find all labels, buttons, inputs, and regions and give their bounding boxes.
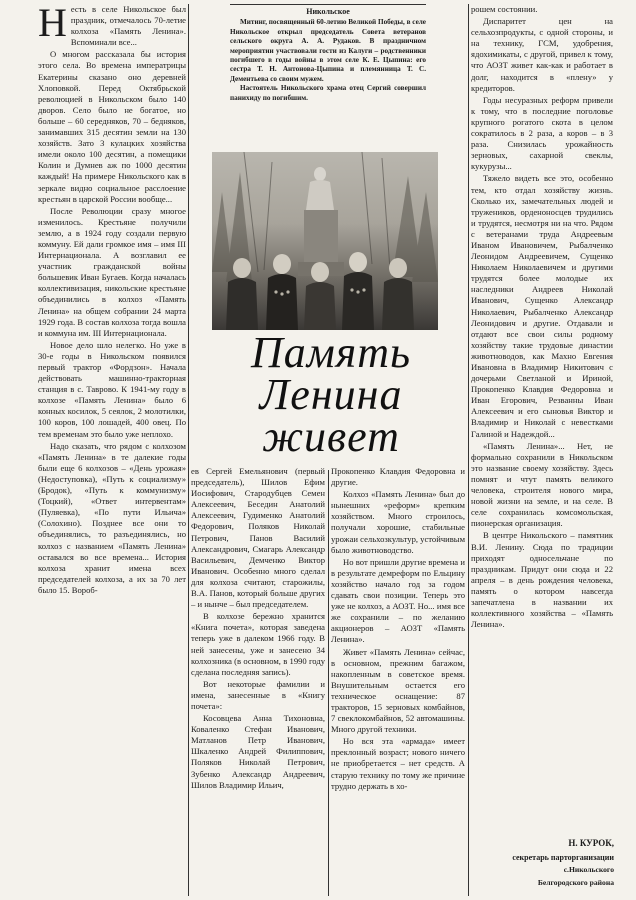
author-place: с.Никольского [563,865,614,874]
news-note-box [230,4,426,151]
article-paragraph: Диспаритет цен на сельхозпродукты, с одной стороны, и на технику, ГСМ, удобрения, ядохимикаты, с другой, привел к тому, что АОЗТ живет как-как и работает в долг, находится в «плену» у кредиторов. [471,16,613,93]
article-column-1 [38,4,186,894]
article-paragraph: Годы несуразных реформ привели к тому, что в последние поголовье крупного рогатого скота в целом сократилось в 2 раза, а коров – в 3 раза. Снизилась урожайность зерновых, сахарной свеклы, кукурузы... [471,94,613,172]
article-paragraph: Колхоз «Память Ленина» был до нынешних «реформ» крепким хозяйством. Много строилось, получали хорошие, стабильные урожаи сельхозкультур, устойчивым было животноводство. [331,489,465,555]
article-column-3 [331,466,465,896]
article-paragraph: Косовцева Анна Тихоновна, Коваленко Стефан Иванович, Матланов Петр Иванович, Шкаленко Андрей Филиппович, Поляков Николай Петрович, Зубенко Александр Андреевич, Шилов Владимир Ильич, [191,713,325,790]
drop-cap-letter: Н [38,4,67,45]
author-name: Н. КУРОК, [568,838,614,848]
article-paragraph: Живет «Память Ленина» сейчас, в основном, прежним багажом, накопленным в советское время. Внушительным остается его техническое оснащение: 87 тракторов, 15 зерновых комбайнов, 7 свеклокомбайнов, 52 автомашины. Много другой техники. [331,646,465,735]
article-headline: Память Ленина живет [250,332,412,461]
article-paragraph: В центре Никольского – памятник В.И. Ленину. Сюда по традиции приходят односельчане по праздникам. Придут они сюда и 22 апреля – в день рождения человека, память о котором навсегда запечатлена в названии их коллективного хозяйства – «Память Ленина». [471,530,613,630]
note-text: Настоятель Никольского храма отец Сергий совершил панихиду по погибшим. [230,84,426,102]
article-column-4 [471,4,613,834]
author-region: Белгородского района [537,878,614,887]
article-paragraph: Надо сказать, что рядом с колхозом «Память Ленина» в те далекие годы были еще 6 колхозов – «День урожая» (Недоступовка), «Путь к социализму» (Бродок), «Путь к коммунизму» (Тоцкий), «Ответ интервентам» (Пуляевка), «По пути Ильича» (Солохино). Позднее все они то объединялись, то разъединялись, но колхоз с названием «Память Ленина» оставался во все времена... История колхоза хранит имена всех председателей колхоза, а их за 70 лет было 15. Вороб- [38,440,186,595]
article-paragraph: ев Сергей Емельянович (первый председатель), Шилов Ефим Иосифович, Стародубцев Семен Алексеевич, Беседин Анатолий Алексеевич, Гудименко Анатолий Федорович, Поляков Николай Петрович, Панов Василий Александрович, Смагарь Александр Васильевич, Демченко Виктор Иванович. Особенно много сделал для колхоза считают, старожилы, В.А. Панов, который больше других – и нынче – был председателем. [191,466,325,610]
article-paragraph: После Революции сразу многое изменилось. Крестьяне получили землю, а в 1924 году создали первую коммуну. Ей дали громкое имя – имя III Интернационала. А возглавил ее участник гражданской войны большевик Иван Бугаев. Когда началась коллективизация, никольские крестьяне объединились в колхоз «Память Ленина» на общем собрании 24 марта 1929 года. В состав колхоза тогда вошла и коммуна им. III Интернационала. [38,205,186,338]
article-paragraph: Тяжело видеть все это, особенно тем, кто отдал хозяйству жизнь. Сколько их, замечательных людей и тружеников, орденоносцев трудились и трудятся, несмотря ни на что. Рядом с ветеранами труда Андреевым Иваном Ивановичем, Рыбалченко Леонидом Андреевичем, Сущенко Николаем Николаевичем и другими трудятся более молодые их наследники Андреев Николай Иванович, Сущенко Александр Николаевич, Рыбалченко Александр Леонидович и другие. Отдавали и отдают все свои силы родному хозяйству такие трудовые династии животноводов, как Махно Евгения Ивановна в Владимир Никитович с дочерьми Светланой и Ириной, Прокопенко Клавдия Федоровна и Иван Егорович, Резванны Иван Алексеевич и его сыновья Виктор и Владимир и Николай с невестками Галиной и Надеждой... [471,173,613,439]
article-paragraph: Но вся эта «армада» имеет преклонный возраст; нового ничего не приобретается – нет средств. А старую технику по тому же причине трудно держать в хо- [331,736,465,791]
note-text: Митинг, посвященный 60-летию Великой Победы, в селе Никольское открыл председатель Совета ветеранов сельского округа А. А. Рудаков. В праздничном мероприятии участвовали гости из Калуги – родственники погибшего в годы войны в этом селе К. Е. Цыпина: его сестра Т. Н. Антонова-Цыпина и племянница Т. С. Дементьева со своим мужем. [230,18,426,83]
article-paragraph: Но вот пришли другие времена и в результате демреформ по Ельцину хозяйство начало год за годом сдавать свои позиции. Теперь это уже не колхоз, а АОЗТ. Но... имя все же сохранили – по желанию акционеров – АОЗТ «Память Ленина». [331,556,465,645]
article-paragraph: есть в селе Никольское был праздник, отмечалось 70-летие колхоза «Память Ленина». Вспоминали все... [70,4,186,48]
column-divider [468,4,469,896]
author-role: секретарь парторганизации [512,853,614,862]
monument-photo [212,152,438,330]
note-heading: Никольское [306,7,350,16]
article-paragraph: Прокопенко Клавдия Федоровна и другие. [331,466,465,488]
article-paragraph: В колхозе бережно хранится «Книга почета», которая заведена теперь уже в далеком 1966 году. В ней занесены, уже и занесено 34 колхозника (в основном, в 1990 году сделана последняя запись). [191,611,325,677]
article-paragraph: Новое дело шло нелегко. Но уже в 30-е годы в Никольском появился первый трактор «Фордзон». Начала действовать машинно-тракторная станция в с. Таврово. К 1941-му году в колхозе «Память Ленина» было 6 конных косилок, 5 сеялок, 2 молотилки, 100 коров, 100 лошадей, 400 овец. По тем временам это было уже неплохо. [38,339,186,439]
article-paragraph: О многом рассказала бы история этого села. Во времена императрицы Екатерины сказано оно деревней Хлоповкой. Перед Октябрьской революцией в Никольском было 140 дворов. Село было не богатое, но больше – 60 середняков, 70 – бедняков, занимавших 315 десятин земли на 130 хозяйств. Зато 3 кулацких хозяйства имели около 100 десятин, а помещики Колин и Думнев аж по 1000 десятин каждый! На примере Никольского как в зеркале видно социальное расслоение крестьян в царской России вообще... [38,49,186,204]
article-paragraph: «Память Ленина»... Нет, не формально сохранили в Никольском это название своему хозяйству. Здесь помнят и чтут память великого человека, строителя нового мира, новой жизни на земле, и на селе. В селе сохранилась комсомольская, пионерская организация. [471,440,613,529]
article-paragraph: рошем состоянии. [471,4,538,14]
column-divider [328,470,329,896]
article-column-2 [191,466,325,896]
column-divider [188,4,189,896]
article-paragraph: Вот некоторые фамилии и имена, занесенные в «Книгу почета»: [191,678,325,711]
monument-photo-image [212,152,438,330]
